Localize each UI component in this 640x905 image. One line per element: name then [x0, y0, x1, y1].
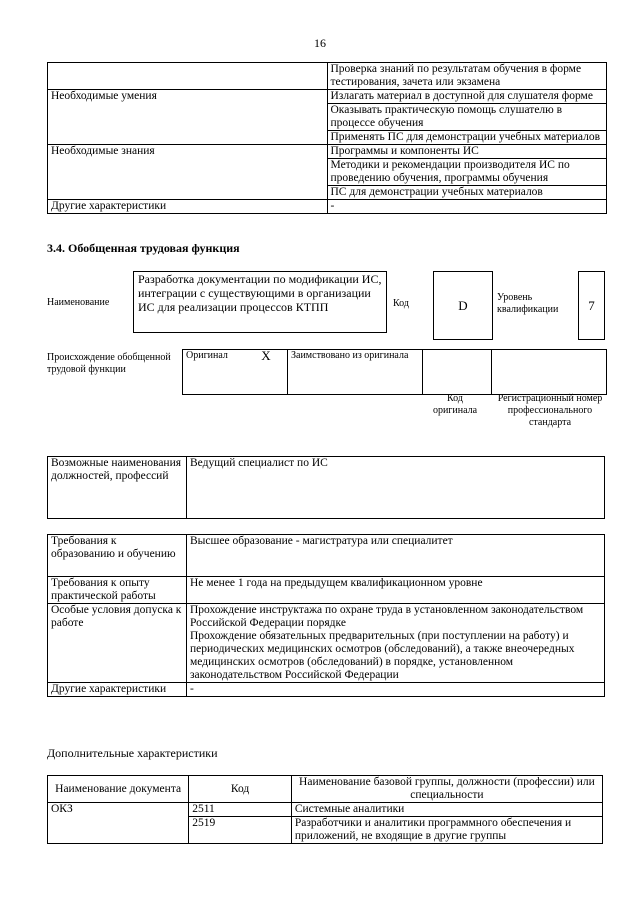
row-value: Программы и компоненты ИС [327, 145, 607, 159]
column-header: Код [189, 776, 292, 803]
requirement-value: Высшее образование - магистратура или специалитет [187, 535, 605, 577]
group-code: 2511 [189, 803, 292, 817]
borrowed-label: Заимствовано из оригинала [288, 350, 423, 395]
table-row [48, 683, 605, 697]
row-label [48, 63, 328, 90]
row-value: - [327, 200, 607, 214]
positions-table [47, 456, 605, 519]
extra-characteristics-title: Дополнительные характеристики [47, 746, 218, 760]
registration-number-cell [492, 350, 607, 395]
row-value: Излагать материал в доступной для слушателя форме [327, 90, 607, 104]
knowledge-skills-table [47, 62, 607, 214]
row-label: Необходимые знания [48, 145, 328, 200]
table-row [48, 535, 605, 577]
requirement-value: Прохождение инструктажа по охране труда в установленном законодательством Российской Федерации порядке Прохождение обязательных предварительных (при поступлении на работу) и периодических медицинских осмотров (обследований), а также внеочередных медицинских осмотров (обследований) в порядке, установленном законодательством Российской Федерации [187, 604, 605, 683]
row-label: Необходимые умения [48, 90, 328, 145]
requirements-table [47, 534, 605, 697]
code-value: D [433, 271, 493, 340]
group-name: Разработчики и аналитики программного обеспечения и приложений, не входящие в другие группы [291, 817, 602, 844]
table-row [48, 200, 607, 214]
row-value: Применять ПС для демонстрации учебных материалов [327, 131, 607, 145]
requirement-label: Другие характеристики [48, 683, 187, 697]
table-row [48, 604, 605, 683]
table-row [48, 577, 605, 604]
column-header: Наименование базовой группы, должности (профессии) или специальности [291, 776, 602, 803]
original-code-cell [423, 350, 492, 395]
section-heading: 3.4. Обобщенная трудовая функция [47, 241, 240, 255]
requirement-label: Требования к опыту практической работы [48, 577, 187, 604]
table-row [48, 63, 607, 90]
row-label: Другие характеристики [48, 200, 328, 214]
positions-label: Возможные наименования должностей, профессий [48, 457, 187, 519]
level-label: Уровень квалификации [497, 292, 559, 315]
name-label: Наименование [47, 297, 110, 308]
function-name-value: Разработка документации по модификации ИС, интеграции с существующими в организации ИС для реализации процессов КТПП [133, 271, 387, 333]
table-row [48, 803, 603, 817]
page-number: 16 [314, 36, 326, 50]
requirement-value: Не менее 1 года на предыдущем квалификационном уровне [187, 577, 605, 604]
requirement-label: Требования к образованию и обучению [48, 535, 187, 577]
level-value: 7 [578, 271, 605, 340]
origin-table [182, 349, 607, 395]
extra-characteristics-table [47, 775, 603, 844]
table-row [48, 90, 607, 104]
original-mark: X [245, 350, 288, 395]
origin-label: Происхождение обобщенной трудовой функции [47, 352, 171, 375]
code-caption: Код оригинала [432, 393, 478, 416]
group-code: 2519 [189, 817, 292, 844]
requirement-label: Особые условия допуска к работе [48, 604, 187, 683]
table-row [48, 145, 607, 159]
document-name: ОКЗ [48, 803, 189, 844]
requirement-value: - [187, 683, 605, 697]
row-value: Методики и рекомендации производителя ИС по проведению обучения, программы обучения [327, 159, 607, 186]
registration-caption: Регистрационный номер профессионального стандарта [497, 393, 603, 428]
code-label: Код [393, 298, 409, 309]
positions-value: Ведущий специалист по ИС [187, 457, 605, 519]
group-name: Системные аналитики [291, 803, 602, 817]
row-value: Оказывать практическую помощь слушателю в процессе обучения [327, 104, 607, 131]
row-value: Проверка знаний по результатам обучения в форме тестирования, зачета или экзамена [327, 63, 607, 90]
column-header: Наименование документа [48, 776, 189, 803]
original-label: Оригинал [183, 350, 246, 395]
header-row [48, 776, 603, 803]
row-value: ПС для демонстрации учебных материалов [327, 186, 607, 200]
